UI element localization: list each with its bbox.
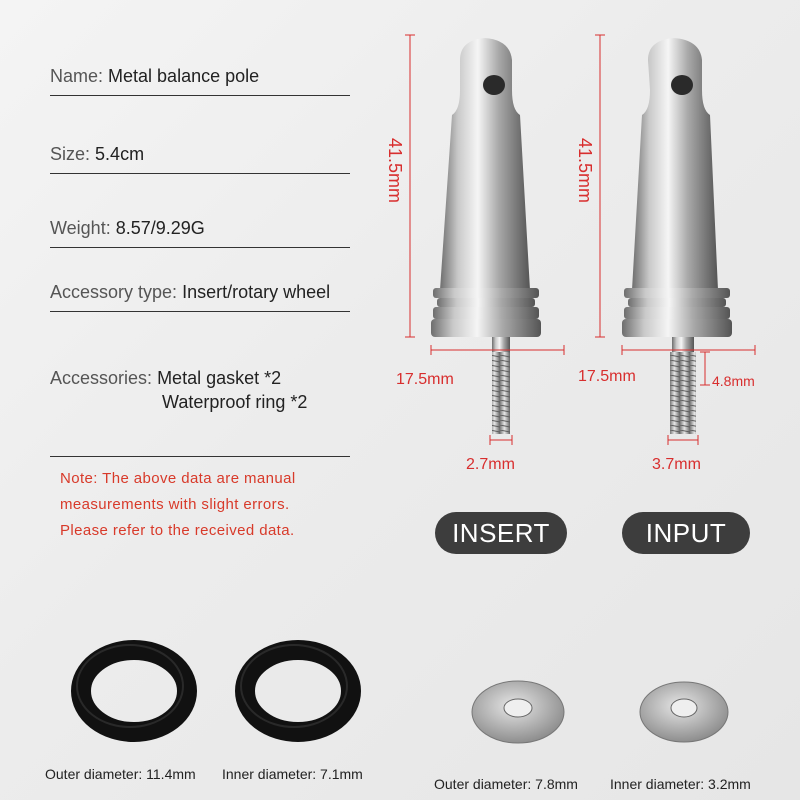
note-line-2: measurements with slight errors. bbox=[60, 496, 290, 513]
insert-height-label: 41.5mm bbox=[385, 137, 406, 204]
o-ring-outer-diameter: Outer diameter: 11.4mm bbox=[45, 766, 196, 782]
gasket-outer-diameter: Outer diameter: 7.8mm bbox=[434, 776, 578, 792]
input-height-label: 41.5mm bbox=[575, 137, 596, 204]
input-button[interactable]: INPUT bbox=[622, 512, 750, 554]
spec-name-value: Metal balance pole bbox=[108, 66, 260, 86]
spec-name-label: Name: bbox=[50, 66, 104, 86]
spec-weight-value: 8.57/9.29G bbox=[115, 218, 205, 238]
insert-base-width-label: 17.5mm bbox=[396, 371, 454, 388]
note-line-1: Note: The above data are manual bbox=[60, 470, 296, 487]
insert-thread-label: 2.7mm bbox=[466, 456, 515, 473]
metal-gaskets bbox=[472, 681, 728, 743]
spec-size-label: Size: bbox=[50, 144, 91, 164]
insert-button[interactable]: INSERT bbox=[435, 512, 567, 554]
input-side-label: 4.8mm bbox=[712, 373, 755, 389]
spec-accessory-type-value: Insert/rotary wheel bbox=[182, 282, 331, 302]
spec-accessory-type-label: Accessory type: bbox=[50, 282, 178, 302]
input-thread-label: 3.7mm bbox=[652, 456, 701, 473]
o-rings bbox=[77, 645, 351, 732]
spec-accessories-line2: Waterproof ring *2 bbox=[162, 392, 308, 412]
input-base-width-label: 17.5mm bbox=[578, 368, 636, 385]
spec-weight-label: Weight: bbox=[50, 218, 111, 238]
gasket-inner-diameter: Inner diameter: 3.2mm bbox=[610, 776, 751, 792]
spec-accessories-label: Accessories: bbox=[50, 368, 153, 388]
spec-size-value: 5.4cm bbox=[95, 144, 145, 164]
o-ring-inner-diameter: Inner diameter: 7.1mm bbox=[222, 766, 363, 782]
spec-accessories-line1: Metal gasket *2 bbox=[157, 368, 282, 388]
note-line-3: Please refer to the received data. bbox=[60, 522, 295, 539]
